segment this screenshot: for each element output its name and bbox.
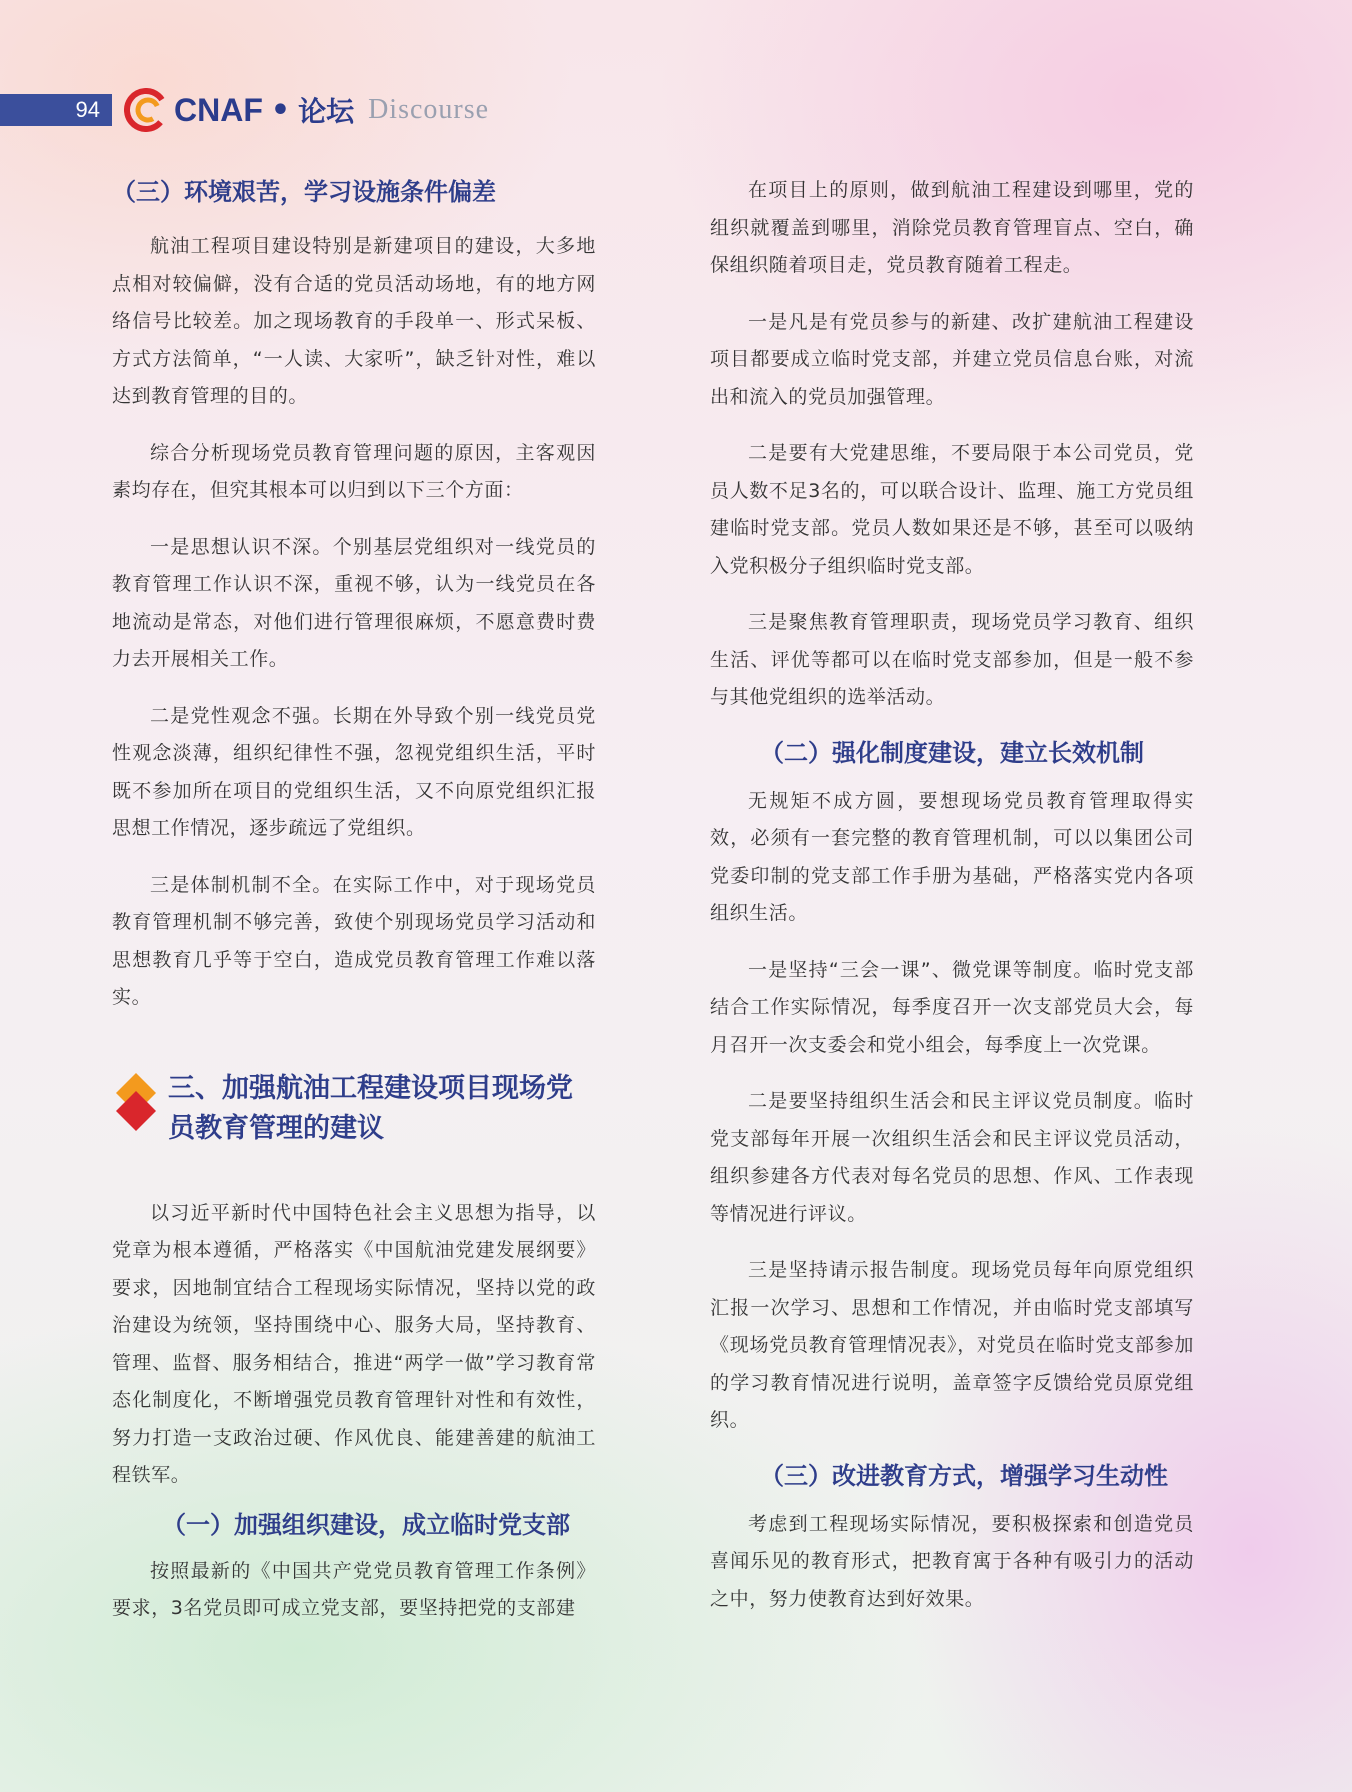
paragraph: 三是坚持请示报告制度。现场党员每年向原党组织汇报一次学习、思想和工作情况，并由临时党支部填写《现场党员教育管理情况表》，对党员在临时党支部参加的学习教育情况进行说明，盖章签字反馈给党员原党组织。 [710,1259,1194,1431]
paragraph: 航油工程项目建设特别是新建项目的建设，大多地点相对较偏僻，没有合适的党员活动场地，有的地方网络信号比较差。加之现场教育的手段单一、形式呆板、方式方法简单，“一人读、大家听”，缺乏针对性，难以达到教育管理的目的。 [112,235,596,407]
section-heading [112,1069,596,1149]
paragraph: 按照最新的《中国共产党党员教育管理工作条例》要求，3名党员即可成立党支部，要坚持把党的支部建 [112,1559,596,1619]
subheading-organization: （一）加强组织建设，成立临时党支部 [162,1510,570,1539]
section-title: 三、加强航油工程建设项目现场党员教育管理的建议 [168,1072,573,1144]
paragraph: 二是党性观念不强。长期在外导致个别一线党员党性观念淡薄，组织纪律性不强，忽视党组织生活，平时既不参加所在项目的党组织生活，又不向原党组织汇报思想工作情况，逐步疏远了党组织。 [112,704,596,839]
paragraph: 三是聚焦教育管理职责，现场党员学习教育、组织生活、评优等都可以在临时党支部参加，但是一般不参与其他党组织的选举活动。 [710,611,1194,708]
paragraph: 无规矩不成方圆，要想现场党员教育管理取得实效，必须有一套完整的教育管理机制，可以以集团公司党委印制的党支部工作手册为基础，严格落实党内各项组织生活。 [710,789,1194,924]
paragraph: 以习近平新时代中国特色社会主义思想为指导，以党章为根本遵循，严格落实《中国航油党建发展纲要》要求，因地制宜结合工程现场实际情况，坚持以党的政治建设为统领，坚持围绕中心、服务大局，坚持教育、管理、监督、服务相结合，推进“两学一做”学习教育常态化制度化，不断增强党员教育管理针对性和有效性，努力打造一支政治过硬、作风优良、能建善建的航油工程铁军。 [112,1201,596,1486]
masthead [124,88,489,132]
subheading-environment: （三）环境艰苦，学习设施条件偏差 [112,178,496,206]
paragraph: 考虑到工程现场实际情况，要积极探索和创造党员喜闻乐见的教育形式，把教育寓于各种有吸引力的活动之中，努力使教育达到好效果。 [710,1512,1194,1610]
paragraph: 二是要有大党建思维，不要局限于本公司党员，党员人数不足3名的，可以联合设计、监理、施工方党员组建临时党支部。党员人数如果还是不够，甚至可以吸纳入党积极分子组织临时党支部。 [710,442,1194,577]
right-column [710,172,1194,1618]
left-column [112,172,596,1628]
paragraph: 一是思想认识不深。个别基层党组织对一线党员的教育管理工作认识不深，重视不够，认为一线党员在各地流动是常态，对他们进行管理很麻烦，不愿意费时费力去开展相关工作。 [112,535,596,670]
brand-separator: • [270,92,291,128]
paragraph: 二是要坚持组织生活会和民主评议党员制度。临时党支部每年开展一次组织生活会和民主评议党员活动，组织参建各方代表对每名党员的思想、作风、工作表现等情况进行评议。 [710,1090,1194,1225]
paragraph: 一是坚持“三会一课”、微党课等制度。临时党支部结合工作实际情况，每季度召开一次支部党员大会，每月召开一次支委会和党小组会，每季度上一次党课。 [710,958,1194,1056]
paragraph: 综合分析现场党员教育管理问题的原因，主客观因素均存在，但究其根本可以归到以下三个方面： [112,441,596,501]
page-number: 94 [0,94,112,126]
diamond-bullet-icon [114,1071,160,1137]
paragraph: 在项目上的原则，做到航油工程建设到哪里，党的组织就覆盖到哪里，消除党员教育管理盲点、空白，确保组织随着项目走，党员教育随着工程走。 [710,179,1194,276]
paragraph: 三是体制机制不全。在实际工作中，对于现场党员教育管理机制不够完善，致使个别现场党员学习活动和思想教育几乎等于空白，造成党员教育管理工作难以落实。 [112,873,596,1008]
section-name-cn: 论坛 [298,95,355,128]
brand-name: CNAF [174,91,263,128]
paragraph: 一是凡是有党员参与的新建、改扩建航油工程建设项目都要成立临时党支部，并建立党员信息台账，对流出和流入的党员加强管理。 [710,310,1194,408]
subheading-education-method: （三）改进教育方式，增强学习生动性 [760,1461,1168,1490]
cnaf-logo-icon [124,88,170,132]
subheading-institution: （二）强化制度建设，建立长效机制 [760,738,1144,767]
section-name-en: Discourse [368,94,490,125]
